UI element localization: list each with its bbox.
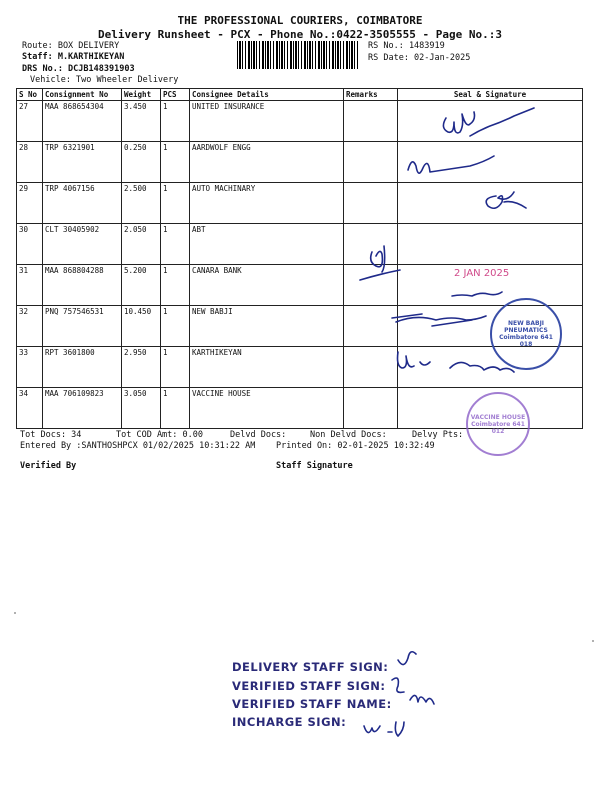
scan-speck <box>592 640 594 642</box>
signature-row-29 <box>486 192 526 208</box>
cell-sno: 27 <box>17 101 43 142</box>
cell-consignment: CLT 30405902 <box>43 224 122 265</box>
cell-sno: 30 <box>17 224 43 265</box>
cell-consignment: PNQ 757546531 <box>43 306 122 347</box>
cell-consignee: CANARA BANK <box>190 265 344 306</box>
signature-delivery-staff <box>398 652 416 665</box>
col-seal-signature: Seal & Signature <box>398 89 583 101</box>
cell-consignee: AARDWOLF ENGG <box>190 142 344 183</box>
cell-sno: 34 <box>17 388 43 429</box>
cell-pcs: 1 <box>161 388 190 429</box>
cell-pcs: 1 <box>161 265 190 306</box>
cell-weight: 3.450 <box>122 101 161 142</box>
date-stamp: 2 JAN 2025 <box>454 268 510 279</box>
verified-by-label: Verified By <box>20 461 77 471</box>
tot-cod-amt: Tot COD Amt: 0.00 <box>116 430 203 440</box>
signature-row-27 <box>443 112 474 133</box>
cell-consignment: RPT 3601800 <box>43 347 122 388</box>
cell-sno: 28 <box>17 142 43 183</box>
col-sno: S No <box>17 89 43 101</box>
col-pcs: PCS <box>161 89 190 101</box>
incharge-sign-line: INCHARGE SIGN: <box>232 715 347 729</box>
cell-weight: 2.500 <box>122 183 161 224</box>
non-delvd-docs: Non Delvd Docs: <box>310 430 387 440</box>
company-title: THE PROFESSIONAL COURIERS, COIMBATORE <box>177 14 423 27</box>
cell-consignee: ABT <box>190 224 344 265</box>
cell-sno: 31 <box>17 265 43 306</box>
cell-consignee: AUTO MACHINARY <box>190 183 344 224</box>
cell-pcs: 1 <box>161 142 190 183</box>
cell-sno: 33 <box>17 347 43 388</box>
delivery-staff-sign-line: DELIVERY STAFF SIGN: <box>232 660 389 674</box>
rs-number: RS No.: 1483919 <box>368 41 445 51</box>
tot-docs: Tot Docs: 34 <box>20 430 82 440</box>
cell-sno: 29 <box>17 183 43 224</box>
signature-incharge <box>364 722 404 736</box>
signature-row-27-digits <box>470 108 534 136</box>
col-remarks: Remarks <box>344 89 398 101</box>
col-weight: Weight <box>122 89 161 101</box>
cell-consignment: TRP 6321901 <box>43 142 122 183</box>
entered-by: Entered By :SANTHOSHPCX 01/02/2025 10:31:22 AM <box>20 441 256 451</box>
company-seal-new-babji: NEW BABJI PNEUMATICS Coimbatore 641 018 <box>490 298 562 370</box>
delvd-docs: Delvd Docs: <box>230 430 287 440</box>
rs-date: RS Date: 02-Jan-2025 <box>368 53 471 63</box>
signature-row-31-b <box>452 292 502 296</box>
cell-pcs: 1 <box>161 183 190 224</box>
printed-on: Printed On: 02-01-2025 10:32:49 <box>276 441 435 451</box>
cell-weight: 0.250 <box>122 142 161 183</box>
route-label: Route: BOX DELIVERY <box>22 41 120 51</box>
cell-consignee: UNITED INSURANCE <box>190 101 344 142</box>
col-consignee: Consignee Details <box>190 89 344 101</box>
vehicle-label: Vehicle: Two Wheeler Delivery <box>30 75 179 85</box>
cell-consignment: MAA 868804288 <box>43 265 122 306</box>
cell-pcs: 1 <box>161 101 190 142</box>
col-consignment: Consignment No <box>43 89 122 101</box>
cell-pcs: 1 <box>161 306 190 347</box>
delvy-pts: Delvy Pts: <box>412 430 464 440</box>
cell-consignment: MAA 706109823 <box>43 388 122 429</box>
cell-weight: 2.950 <box>122 347 161 388</box>
cell-pcs: 1 <box>161 347 190 388</box>
signature-row-32 <box>396 316 486 322</box>
drs-number: DRS No.: DCJB148391903 <box>22 64 135 74</box>
company-seal-vaccine-house: VACCINE HOUSE Coimbatore 641 012 <box>466 392 530 456</box>
staff-signature-label: Staff Signature <box>276 461 353 471</box>
cell-sno: 32 <box>17 306 43 347</box>
cell-consignee: NEW BABJI <box>190 306 344 347</box>
signature-row-28 <box>408 156 494 173</box>
verified-staff-sign-line: VERIFIED STAFF SIGN: <box>232 679 386 693</box>
scan-speck <box>14 612 16 614</box>
cell-consignment: MAA 868654304 <box>43 101 122 142</box>
cell-weight: 2.050 <box>122 224 161 265</box>
staff-label: Staff: M.KARTHIKEYAN <box>22 52 125 62</box>
cell-consignee: KARTHIKEYAN <box>190 347 344 388</box>
signature-row-31 <box>360 246 400 280</box>
cell-pcs: 1 <box>161 224 190 265</box>
cell-consignment: TRP 4067156 <box>43 183 122 224</box>
cell-weight: 3.050 <box>122 388 161 429</box>
verified-staff-name-line: VERIFIED STAFF NAME: <box>232 697 392 711</box>
cell-weight: 10.450 <box>122 306 161 347</box>
cell-weight: 5.200 <box>122 265 161 306</box>
cell-consignee: VACCINE HOUSE <box>190 388 344 429</box>
runsheet-title: Delivery Runsheet - PCX - Phone No.:0422-3505555 - Page No.:3 <box>98 28 502 41</box>
